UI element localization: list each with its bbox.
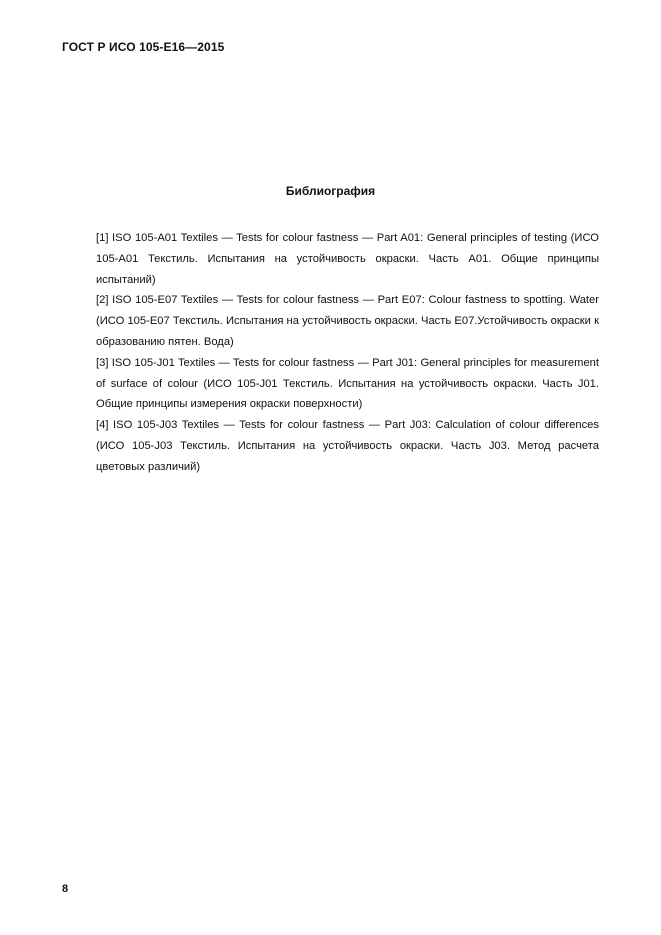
bibliography-entry-3: [3] ISO 105-J01 Textiles — Tests for colour fastness — Part J01: General principles for measurement of surface of colour (ИСО 105-J01 Текстиль. Испытания на устойчивость окраски. Часть J01. Общие принципы измерения окраски поверхности)	[96, 356, 599, 411]
bibliography-list	[96, 228, 599, 478]
bibliography-entry-2: [2] ISO 105-E07 Textiles — Tests for colour fastness — Part E07: Colour fastness to spotting. Water (ИСО 105-Е07 Текстиль. Испытания на устойчивость окраски. Часть Е07.Устойчивость окраски к образованию пятен. Вода)	[96, 294, 599, 348]
bibliography-entry-1: [1] ISO 105-A01 Textiles — Tests for colour fastness — Part A01: General principles of testing (ИСО 105-А01 Текстиль. Испытания на устойчивость окраски. Часть А01. Общие принципы испытаний)	[96, 232, 599, 286]
bibliography-entry-4: [4] ISO 105-J03 Textiles — Tests for colour fastness — Part J03: Calculation of colour differences (ИСО 105-J03 Текстиль. Испытания на устойчивость окраски. Часть J03. Метод расчета цветовых различий)	[96, 419, 599, 473]
page-number: 8	[62, 883, 69, 895]
document-code-header: ГОСТ Р ИСО 105-Е16—2015	[62, 40, 225, 54]
section-title: Библиография	[285, 184, 376, 198]
